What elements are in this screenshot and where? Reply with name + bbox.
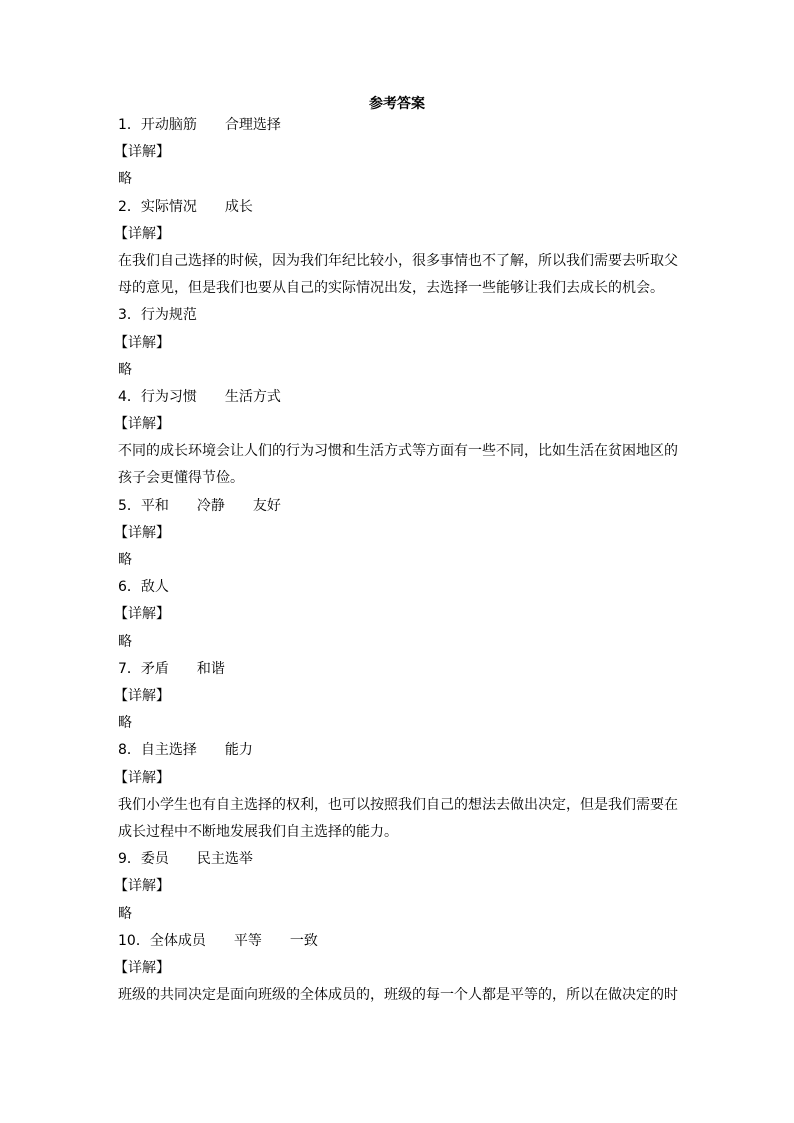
answer-text: 开动脑筋 [140,117,197,133]
detail-label: 【详解】 [114,606,170,623]
explanation-text: 略 [118,905,132,922]
question-line [118,194,678,221]
answer-text: 生活方式 [224,388,281,405]
explanation-text: 略 [118,633,132,650]
answer-list [114,112,678,1009]
question-number: 1． [118,117,141,133]
answer-item-3 [114,302,678,384]
question-line [118,737,678,764]
answer-text: 实际情况 [140,198,197,215]
question-number: 9． [118,851,141,868]
answer-item-10 [114,928,678,1010]
detail-label: 【详解】 [114,144,170,161]
answer-item-9 [114,846,678,928]
question-line [118,493,678,520]
answer-text: 和谐 [196,660,225,677]
detail-label: 【详解】 [114,524,170,541]
question-number: 2． [118,198,141,215]
question-line [118,574,678,601]
page-title: 参考答案 [369,96,425,112]
question-number: 6． [118,579,141,596]
answer-text: 成长 [224,198,253,215]
question-line [118,928,678,955]
answer-text: 委员 [140,851,169,868]
explanation-text: 不同的成长环境会让人们的行为习惯和生活方式等方面有一些不同，比如生活在贫困地区的孩子会更懂得节俭。 [118,443,678,487]
detail-label: 【详解】 [114,334,170,351]
answer-text: 平和 [140,497,169,514]
detail-label: 【详解】 [114,225,170,242]
answer-text: 矛盾 [140,660,169,677]
answer-text: 敌人 [140,579,169,596]
question-number: 8． [118,742,141,759]
answer-item-6 [114,574,678,656]
explanation-text: 班级的共同决定是面向班级的全体成员的，班级的每一个人都是平等的，所以在做决定的时 [118,987,678,1004]
question-line [118,112,678,139]
explanation-text: 略 [118,171,132,188]
answer-text: 一致 [289,932,318,949]
detail-label: 【详解】 [114,878,170,895]
explanation-text: 略 [118,552,132,569]
question-number: 10． [118,932,150,949]
question-number: 3． [118,307,141,324]
answer-item-8 [114,737,678,846]
answer-item-2 [114,194,678,303]
answer-item-4 [114,384,678,493]
answer-text: 友好 [252,497,281,514]
question-line [118,302,678,329]
answer-item-7 [114,656,678,738]
answer-text: 民主选举 [196,851,253,868]
question-number: 4． [118,388,141,405]
answer-item-5 [114,493,678,575]
question-number: 5． [118,497,141,514]
question-line [118,656,678,683]
answer-text: 行为习惯 [140,388,197,405]
answer-text: 能力 [224,742,253,759]
explanation-text: 略 [118,361,132,378]
detail-label: 【详解】 [114,959,170,976]
answer-text: 自主选择 [140,742,197,759]
question-line [118,384,678,411]
answer-text: 行为规范 [140,307,197,324]
answer-item-1 [114,112,678,194]
explanation-text: 我们小学生也有自主选择的权利，也可以按照我们自己的想法去做出决定，但是我们需要在成长过程中不断地发展我们自主选择的能力。 [118,796,678,840]
detail-label: 【详解】 [114,769,170,786]
detail-label: 【详解】 [114,416,170,433]
answer-text: 全体成员 [149,932,206,949]
question-number: 7． [118,660,141,677]
answer-text: 冷静 [196,497,225,514]
answer-text: 合理选择 [224,117,281,133]
detail-label: 【详解】 [114,688,170,704]
answer-text: 平等 [233,932,262,949]
explanation-text: 在我们自己选择的时候，因为我们年纪比较小，很多事情也不了解，所以我们需要去听取父母的意见，但是我们也要从自己的实际情况出发，去选择一些能够让我们去成长的机会。 [118,252,678,297]
explanation-text: 略 [118,715,132,732]
question-line [118,846,678,873]
